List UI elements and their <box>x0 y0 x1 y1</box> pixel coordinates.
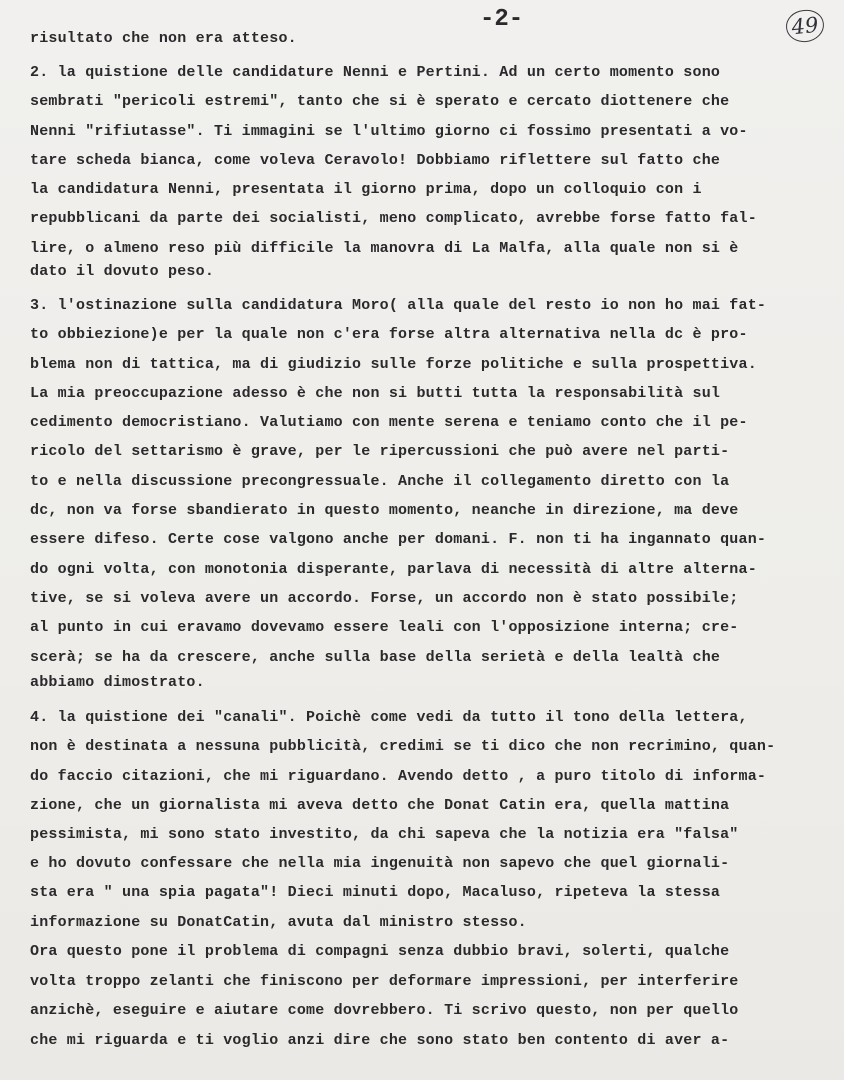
text-line: 2. la quistione delle candidature Nenni e Pertini. Ad un certo momento sono <box>30 64 721 81</box>
page-number: -2- <box>480 6 524 33</box>
text-line: essere difeso. Certe cose valgono anche per domani. F. non ti ha ingannato quan- <box>30 531 767 548</box>
text-line: do ogni volta, con monotonia disperante, parlava di necessità di altre alterna- <box>30 561 757 578</box>
text-line: Nenni "rifiutasse". Ti immagini se l'ultimo giorno ci fossimo presentati a vo- <box>30 123 748 140</box>
text-line: ricolo del settarismo è grave, per le ripercussioni che può avere nel parti- <box>30 443 730 460</box>
text-line: informazione su DonatCatin, avuta dal ministro stesso. <box>30 914 527 931</box>
text-line: dc, non va forse sbandierato in questo momento, neanche in direzione, ma deve <box>30 502 739 519</box>
text-line: anzichè, eseguire e aiutare come dovrebbero. Ti scrivo questo, non per quello <box>30 1002 739 1019</box>
text-line: Ora questo pone il problema di compagni senza dubbio bravi, solerti, qualche <box>30 943 730 960</box>
text-line: 4. la quistione dei "canali". Poichè come vedi da tutto il tono della lettera, <box>30 709 748 726</box>
text-line: zione, che un giornalista mi aveva detto che Donat Catin era, quella mattina <box>30 797 730 814</box>
text-line: to e nella discussione precongressuale. Anche il collegamento diretto con la <box>30 473 730 490</box>
text-line: non è destinata a nessuna pubblicità, credimi se ti dico che non recrimino, quan- <box>30 738 776 755</box>
text-line: sembrati "pericoli estremi", tanto che si è sperato e cercato diottenere che <box>30 93 730 110</box>
text-line: lire, o almeno reso più difficile la manovra di La Malfa, alla quale non si è <box>30 240 739 257</box>
text-line: al punto in cui eravamo dovevamo essere leali con l'opposizione interna; cre- <box>30 619 739 636</box>
text-line: do faccio citazioni, che mi riguardano. Avendo detto , a puro titolo di informa- <box>30 768 767 785</box>
text-line: risultato che non era atteso. <box>30 30 297 47</box>
text-line: cedimento democristiano. Valutiamo con mente serena e teniamo conto che il pe- <box>30 414 748 431</box>
text-line: la candidatura Nenni, presentata il giorno prima, dopo un colloquio con i <box>30 181 702 198</box>
text-line: pessimista, mi sono stato investito, da chi sapeva che la notizia era "falsa" <box>30 826 739 843</box>
text-line: 3. l'ostinazione sulla candidatura Moro( alla quale del resto io non ho mai fat- <box>30 297 767 314</box>
text-line: dato il dovuto peso. <box>30 263 215 280</box>
text-line: abbiamo dimostrato. <box>30 674 205 691</box>
text-line: tive, se si voleva avere un accordo. Forse, un accordo non è stato possibile; <box>30 590 739 607</box>
text-line: tare scheda bianca, come voleva Ceravolo! Dobbiamo riflettere sul fatto che <box>30 152 721 169</box>
text-line: scerà; se ha da crescere, anche sulla base della serietà e della lealtà che <box>30 649 721 666</box>
text-line: volta troppo zelanti che finiscono per deformare impressioni, per interferire <box>30 973 739 990</box>
text-line: e ho dovuto confessare che nella mia ingenuità non sapevo che quel giornali- <box>30 855 730 872</box>
text-line: repubblicani da parte dei socialisti, meno complicato, avrebbe forse fatto fal- <box>30 210 757 227</box>
text-line: che mi riguarda e ti voglio anzi dire che sono stato ben contento di aver a- <box>30 1032 730 1049</box>
text-line: to obbiezione)e per la quale non c'era forse altra alternativa nella dc è pro- <box>30 326 748 343</box>
text-line: blema non di tattica, ma di giudizio sulle forze politiche e sulla prospettiva. <box>30 356 757 373</box>
text-line: La mia preoccupazione adesso è che non si butti tutta la responsabilità sul <box>30 385 721 402</box>
archive-number-circle: 49 <box>784 8 825 44</box>
text-line: sta era " una spia pagata"! Dieci minuti dopo, Macaluso, ripeteva la stessa <box>30 884 721 901</box>
